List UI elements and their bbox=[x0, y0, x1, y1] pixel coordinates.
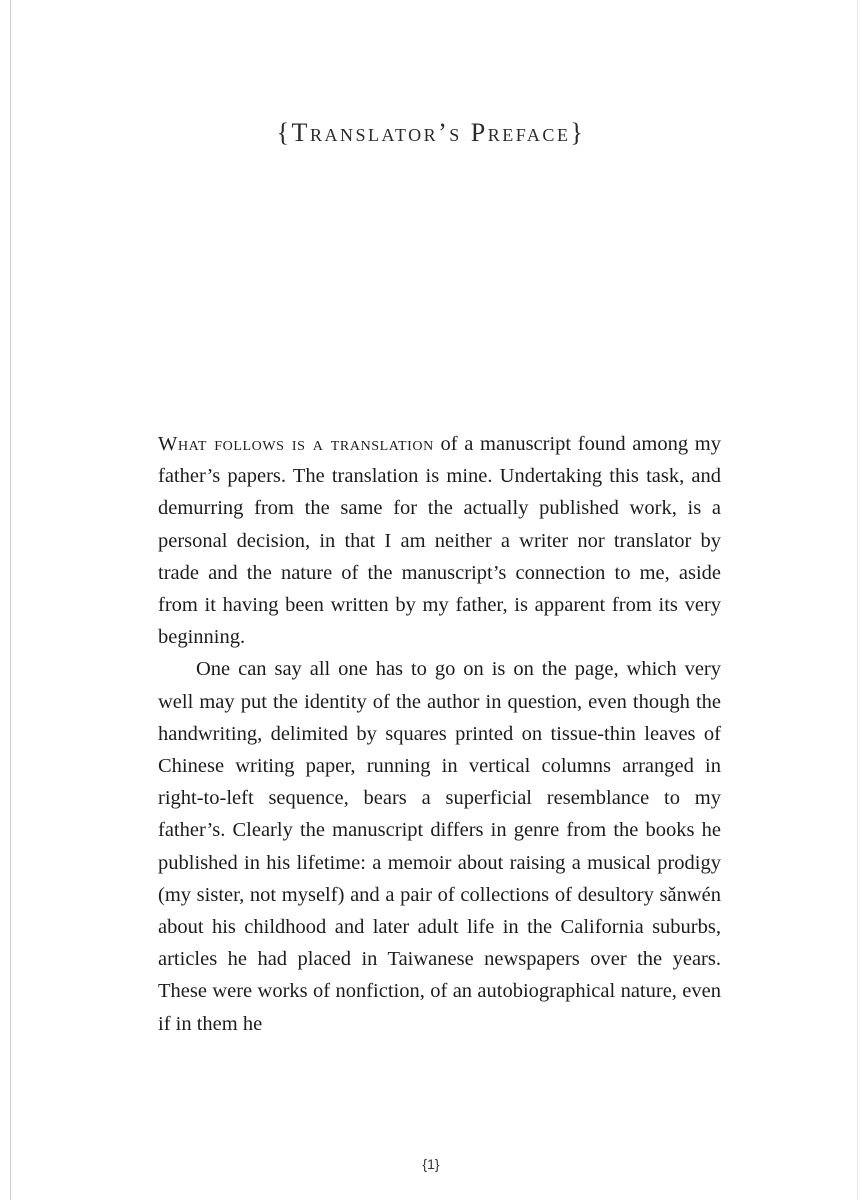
lead-in-small-caps: What follows is a translation bbox=[158, 433, 434, 455]
body-text bbox=[158, 428, 721, 1040]
paragraph-1-text: of a manuscript found among my father’s papers. The translation is mine. Undertaking this task, and demurring from the same for the actually published work, is a personal decision, in that I am neither a writer nor translator by trade and the nature of the manuscript’s connection to me, aside from it having been written by my father, is apparent from its very beginning. bbox=[158, 433, 721, 649]
page-number: {1} bbox=[422, 1156, 440, 1172]
page-edge-right bbox=[857, 0, 858, 1200]
page-edge-left bbox=[10, 0, 11, 1200]
paragraph-1 bbox=[158, 428, 721, 653]
chapter-title: {Translator’s Preface} bbox=[276, 118, 586, 147]
paragraph-2: One can say all one has to go on is on the page, which very well may put the identity of the author in question, even though the handwriting, delimited by squares printed on tissue-thin leaves of Chinese writing paper, running in vertical columns arranged in right-to-left sequence, bears a superficial resemblance to my father’s. Clearly the manuscript differs in genre from the books he published in his lifetime: a memoir about raising a musical prodigy (my sister, not myself) and a pair of collections of desultory sǎnwén about his childhood and later adult life in the California suburbs, articles he had placed in Taiwanese newspapers over the years. These were works of nonfiction, of an autobiographical nature, even if in them he bbox=[158, 658, 721, 1035]
